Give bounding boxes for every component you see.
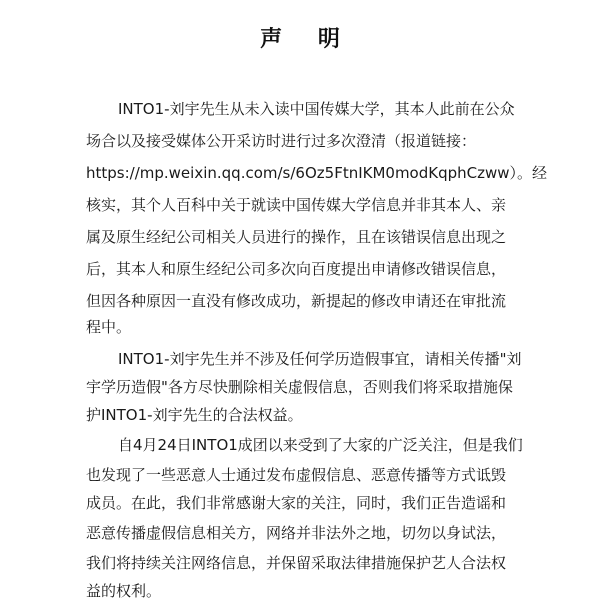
paragraph-1-line-6: 后，其本人和原生经纪公司多次向百度提出申请修改错误信息， <box>86 260 507 278</box>
page-title: 声 明 <box>260 27 354 52</box>
paragraph-1-line-8: 程中。 <box>86 318 132 336</box>
paragraph-1-line-4: 核实，其个人百科中关于就读中国传媒大学信息并非其本人、亲 <box>86 196 507 214</box>
paragraph-1-line-5: 属及原生经纪公司相关人员进行的操作，且在该错误信息出现之 <box>86 228 507 246</box>
paragraph-1-line-2: 场合以及接受媒体公开采访时进行过多次澄清（报道链接： <box>86 132 477 150</box>
paragraph-1-line-1: INTO1-刘宇先生从未入读中国传媒大学，其本人此前在公众 <box>118 100 515 118</box>
paragraph-3-line-4: 恶意传播虚假信息相关方，网络并非法外之地，切勿以身试法， <box>86 524 507 542</box>
paragraph-1-line-7: 但因各种原因一直没有修改成功，新提起的修改申请还在审批流 <box>86 292 507 310</box>
paragraph-2-line-2: 宇学历造假"各方尽快删除相关虚假信息，否则我们将采取措施保 <box>86 378 513 396</box>
paragraph-3-line-3: 成员。在此，我们非常感谢大家的关注，同时，我们正告造谣和 <box>86 494 507 512</box>
paragraph-3-line-5: 我们将持续关注网络信息，并保留采取法律措施保护艺人合法权 <box>86 554 507 572</box>
paragraph-2-line-1: INTO1-刘宇先生并不涉及任何学历造假事宜，请相关传播"刘 <box>118 350 522 368</box>
paragraph-3-line-6: 益的权利。 <box>86 582 162 600</box>
paragraph-1-line-3: https://mp.weixin.qq.com/s/6Oz5FtnIKM0modKqphCzww）。经 <box>86 164 548 182</box>
paragraph-3-line-1: 自4月24日INTO1成团以来受到了大家的广泛关注，但是我们 <box>118 436 523 454</box>
paragraph-3-line-2: 也发现了一些恶意人士通过发布虚假信息、恶意传播等方式诋毁 <box>86 466 507 484</box>
paragraph-2-line-3: 护INTO1-刘宇先生的合法权益。 <box>86 406 303 424</box>
